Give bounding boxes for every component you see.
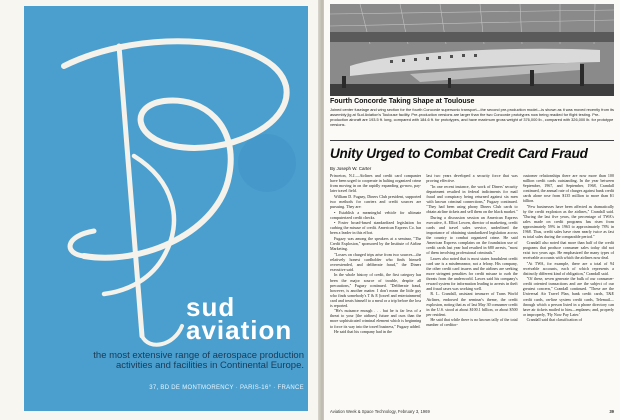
paragraph: Lawes also noted that is most states fraudulent credit card use is a misdemeanor, not a felony. His company, the other credit card issuers and the airlines are seeking more stringent penalties for credit misuse to curb the threats from the underworld. Lawes said his company's reward system for information leading to arrests in theft and fraud cases was working well. bbox=[426, 255, 518, 291]
paragraph: "In one recent instance, the work of Diners' security department resulted in federal indictments for mail fraud and conspiracy being returned against six men with known criminal connections," Fugazy continued. "They had been using phony Diners Club cards to obtain airline tickets and sell them on the black market." bbox=[426, 183, 518, 214]
article-column-3 bbox=[523, 173, 614, 403]
section-divider bbox=[330, 140, 614, 141]
article-column-1 bbox=[330, 173, 421, 403]
concorde-photo bbox=[330, 4, 614, 96]
paragraph: Princeton, N.J.—Airlines and credit card companies have been urged to cooperate in halting organized crime from moving in on the rapidly expanding go-now, pay-later travel field. bbox=[330, 173, 422, 194]
brand-wordmark bbox=[186, 292, 306, 345]
paragraph: Fugazy was among the speakers at a seminar, "The Credit Explosion," sponsored by the Institute of Airline Marketing. bbox=[330, 235, 422, 252]
paragraph: customer relationships there are now more than 100 million credit cards outstanding. In the year between September, 1967, and September, 1968, Crandall continued, the annual rate of charges against bank credit cards alone rose from $135 million to more than $1 billion. bbox=[522, 173, 614, 204]
decorative-circle bbox=[238, 134, 296, 192]
paragraph: During a discussion session an American Express executive, A. Elliot Lowen, director of marketing, credit cards and travel sales service, underlined the importance of obtaining standardized legislation across the country to combat organized crime. He said American Express complains on the foundation use of credit cards last year had resulted in 680 arrests, "most of them involving professional criminals." bbox=[426, 214, 518, 255]
paragraph: "Of these, seven generate the bulk of our consumer-credit oriented transactions and are the subject of our greatest concern," Crandall continued. "These are the Universal Air Travel Plan, bank credit cards, T&E credit cards, on-line system credit cards, Telemail—through which a person listed in a phone directory can have air tickets mailed to him—enplanes; and, properly or improperly, 'Fly Now Pay Later.' bbox=[522, 276, 614, 317]
paragraph: R. L. Crandall, assistant treasurer of Trans World Airlines, endorsed the seminar's theme, the credit explosion, noting that as of last May 30 consumer credit in the U.S. stood at about $100.1 billion, or about $500 per resident. bbox=[426, 291, 518, 317]
paragraph: He said that while there is no known tally of the total number of creditor- bbox=[426, 317, 518, 328]
paragraph: last two years developed a security force that was proving effective. bbox=[426, 173, 518, 184]
photo-caption: Joined center fuselage and wing section for the fourth Concorde supersonic transport—the second pre-production model—is shown as it was moved recently from its assembly jig at Sud Aviation's Toulouse facility. Pre-production versions are larger than the two Concorde prototypes now being readied for flight testing. Pre-production aircraft are 193.5 ft. long, compared with 184.6 ft. for prototypes, and have maximum gross weight of 376,000 lb., compared with 326,000 lb. for prototype versions. bbox=[330, 107, 614, 127]
paragraph: "Losses on charged trips arise from two sources—the relatively honest cardholder who finds himself overextended, and deliberate fraud," the Diners executive said. bbox=[330, 251, 422, 272]
brand-line-aviation: aviation bbox=[186, 315, 293, 345]
ad-address: 37, BD DE MONTMORENCY · PARIS-16° · FRANCE bbox=[149, 385, 304, 391]
paragraph: Crandall also noted that more than half of the credit programs that produce consumer sales today did not exist two years ago. He emphasized the many types of receivable accounts with which the airlines now deal. bbox=[522, 239, 614, 260]
folio-line: Aviation Week & Space Technology, February 3, 1969 bbox=[330, 409, 430, 414]
paragraph: "At TWA, for example, there are a total of 94 receivable accounts, each of which represents a distinctly different kind of obligation," Crandall said. bbox=[522, 260, 614, 276]
paragraph: He said that his company had in the bbox=[334, 329, 392, 335]
sud-aviation-ad bbox=[24, 6, 308, 411]
article-body bbox=[330, 173, 614, 403]
paragraph: William D. Fugazy, Diners Club president, supported two methods for carriers and credit sources are pursuing. They are: bbox=[330, 193, 422, 209]
article-headline: Unity Urged to Combat Credit Card Fraud bbox=[330, 146, 588, 161]
page-footer bbox=[330, 409, 614, 417]
ad-tagline: the most extensive range of aerospace production activities and facilities in Continental Europe. bbox=[93, 350, 304, 371]
paragraph: Crandall said that classification of bbox=[526, 317, 582, 323]
article-page bbox=[324, 0, 620, 420]
paragraph: • Establish a meaningful vehicle for ultimate computerized credit checks. bbox=[330, 209, 422, 220]
photo-title: Fourth Concorde Taking Shape at Toulouse bbox=[330, 98, 475, 105]
paragraph: In the whole history of credit, the first category has been the major source of trouble, despite all precautions," Fugazy continued. "Deliberate fraud, however, is another matter. I don't mean the little guy who finds somebody's T & E [travel and entertainment] card and treats himself to a meal or a trip before the loss is reported. bbox=[330, 272, 422, 308]
paragraph: "He's nuisance enough . . . but he is far less of a threat to your [the airlines] future and ours than the more sophisticated criminal element which is beginning to force its way into the travel business," Fugazy added. bbox=[330, 308, 422, 329]
page-number: 39 bbox=[609, 409, 614, 414]
brand-line-sud: sud bbox=[186, 292, 236, 322]
paragraph: • Foster broad-based standardized legislation for curbing the misuse of credit. American Express Co. has been a leader in this effort. bbox=[330, 220, 422, 236]
concorde-fuselage-image bbox=[330, 4, 614, 96]
article-byline: By Joseph W. Carter bbox=[330, 166, 372, 171]
paragraph: "Few businesses have been affected as dramatically by the credit explosion as the airlines," Crandall said. "During the last five years, the percentage of TWA's sales made on credit programs has risen from approximately 59% in 1963 to approximately 78% in 1968. Thus, credit sales have risen nearly twice as fast as total sales during the comparable period." bbox=[522, 203, 614, 240]
article-column-2 bbox=[426, 173, 517, 403]
